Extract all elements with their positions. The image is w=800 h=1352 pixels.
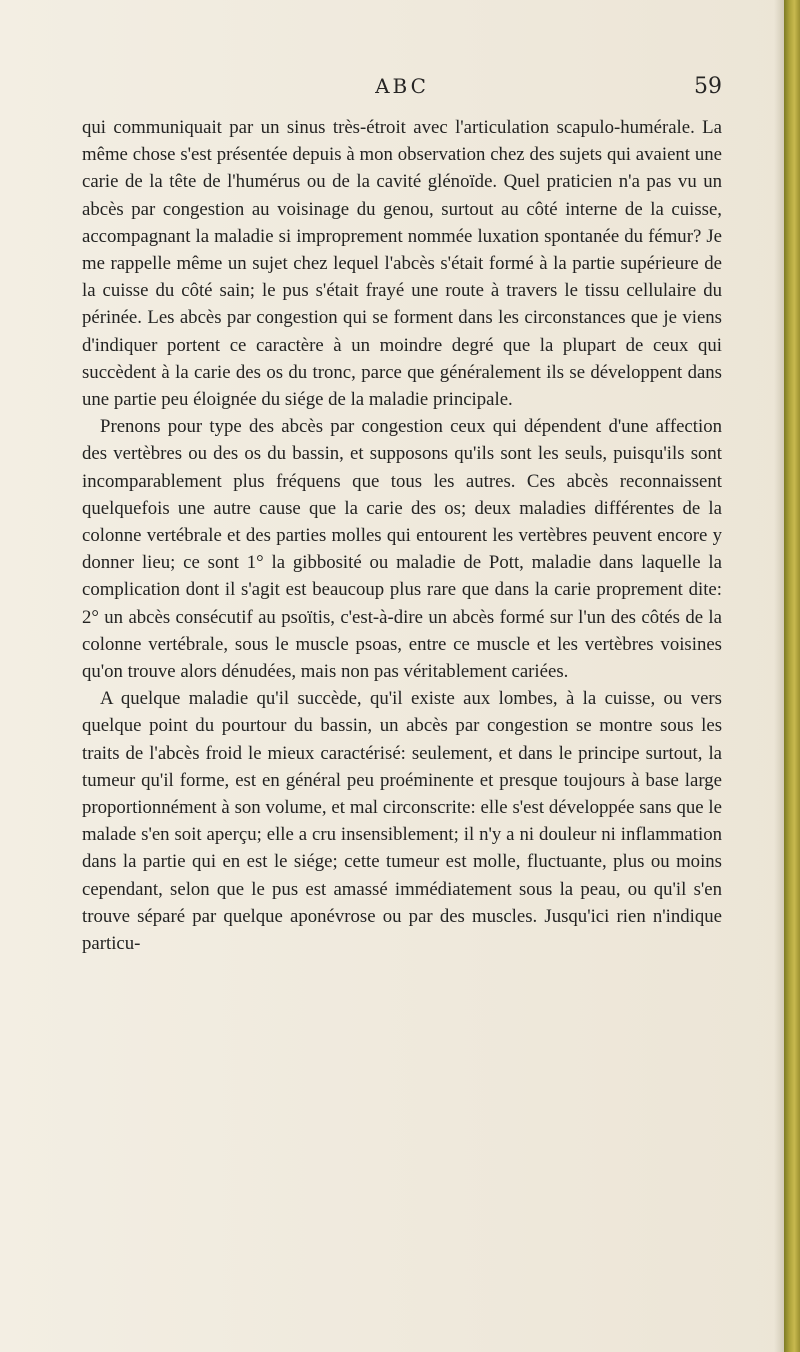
paragraph-2: Prenons pour type des abcès par congestion ceux qui dépendent d'une affection des vertèbres ou des os du bassin, et supposons qu'ils sont les seuls, puisqu'ils sont incomparablement plus fréquens que tous les autres. Ces abcès reconnaissent quelquefois une autre cause que la carie des os; deux maladies différentes de la colonne vertébrale et des parties molles qui entourent les vertèbres peuvent encore y donner lieu; ce sont 1° la gibbosité ou maladie de Pott, maladie dans laquelle la complication dont il s'agit est beaucoup plus rare que dans la carie proprement dite: 2° un abcès consécutif au psoïtis, c'est-à-dire un abcès formé sur l'un des côtés de la colonne vertébrale, sous le muscle psoas, entre ce muscle et les vertèbres voisines qu'on trouve alors dénudées, mais non pas véritablement cariées. [82, 416, 722, 683]
page-number: 59 [694, 74, 722, 99]
page-edge-strip [784, 0, 800, 1352]
paragraph-1: qui communiquait par un sinus très-étroit avec l'articulation scapulo-humérale. La même chose s'est présentée depuis à mon observation chez des sujets qui avaient une carie de la tête de l'humérus ou de la cavité glénoïde. Quel praticien n'a pas vu un abcès par congestion au voisinage du genou, surtout au côté interne de la cuisse, accompagnant la maladie si improprement nommée luxation spontanée du fémur? Je me rappelle même un sujet chez lequel l'abcès s'était formé à la partie supérieure de la cuisse du côté sain; le pus s'était frayé une route à travers le tissu cellulaire du périnée. Les abcès par congestion qui se forment dans les circonstances que je viens d'indiquer portent ce caractère à un moindre degré que la plupart de ceux qui succèdent à la carie des os du tronc, parce que généralement ils se développent dans une partie peu éloignée du siége de la maladie principale. [82, 117, 722, 411]
running-head: ABC [375, 74, 429, 98]
body-text [82, 114, 722, 957]
paragraph-3: A quelque maladie qu'il succède, qu'il existe aux lombes, à la cuisse, ou vers quelque point du pourtour du bassin, un abcès par congestion se montre sous les traits de l'abcès froid le mieux caractérisé: seulement, et dans le principe surtout, la tumeur qu'il forme, est en général peu proéminente et presque toujours à base large proportionnément à son volume, et mal circonscrite: elle s'est développée sans que le malade s'en soit aperçu; elle a cru insensiblement; il n'y a ni douleur ni inflammation dans la partie qui en est le siége; cette tumeur est molle, fluctuante, plus ou moins cependant, selon que le pus est amassé immédiatement sous la peau, ou qu'il s'en trouve séparé par quelque aponévrose ou par des muscles. Jusqu'ici rien n'indique particu- [82, 688, 722, 955]
page-edge-shadow [774, 0, 784, 1352]
page-header [82, 74, 722, 104]
